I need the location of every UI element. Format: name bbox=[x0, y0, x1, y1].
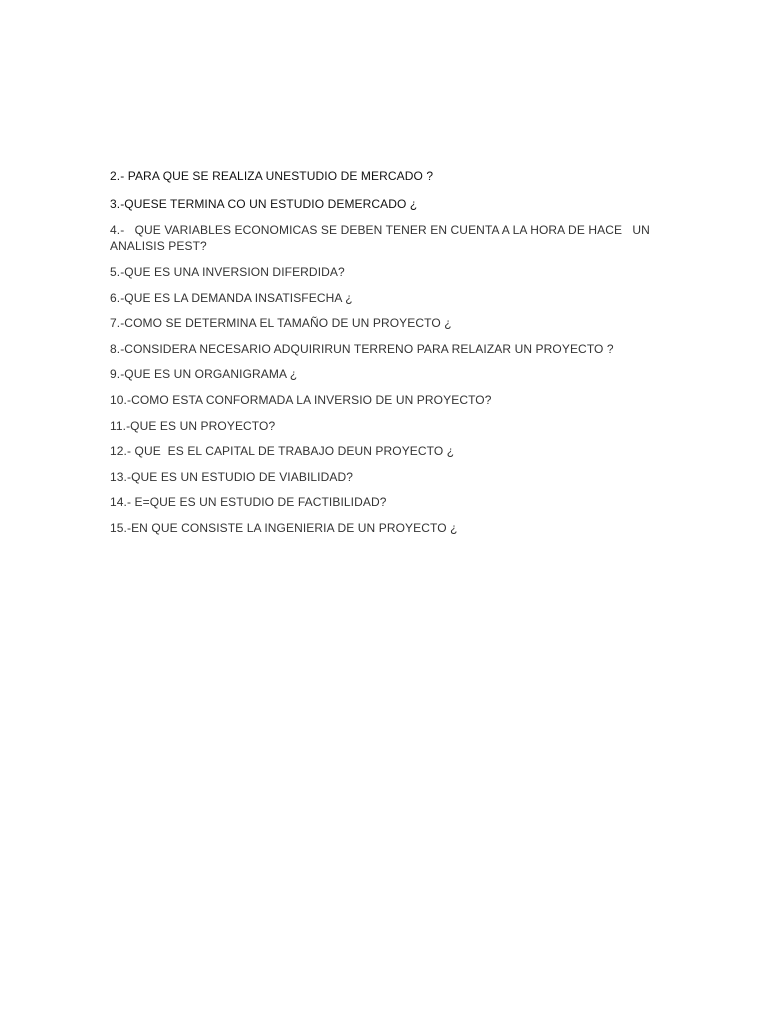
question-item-9: 9.-QUE ES UN ORGANIGRAMA ¿ bbox=[110, 367, 298, 382]
question-list bbox=[110, 168, 653, 546]
question-item-7: 7.-COMO SE DETERMINA EL TAMAÑO DE UN PROYECTO ¿ bbox=[110, 316, 452, 331]
question-item-12: 12.- QUE ES EL CAPITAL DE TRABAJO DEUN PROYECTO ¿ bbox=[110, 444, 455, 459]
question-item-15: 15.-EN QUE CONSISTE LA INGENIERIA DE UN PROYECTO ¿ bbox=[110, 520, 458, 535]
question-item-6: 6.-QUE ES LA DEMANDA INSATISFECHA ¿ bbox=[110, 290, 353, 305]
question-item-14: 14.- E=QUE ES UN ESTUDIO DE FACTIBILIDAD? bbox=[110, 495, 387, 510]
question-item-5: 5.-QUE ES UNA INVERSION DIFERDIDA? bbox=[110, 265, 345, 279]
question-item-8: 8.-CONSIDERA NECESARIO ADQUIRIRUN TERRENO PARA RELAIZAR UN PROYECTO ? bbox=[110, 341, 614, 356]
question-item-11: 11.-QUE ES UN PROYECTO? bbox=[110, 418, 276, 433]
question-item-13: 13.-QUE ES UN ESTUDIO DE VIABILIDAD? bbox=[110, 469, 353, 484]
question-item-10: 10.-COMO ESTA CONFORMADA LA INVERSIO DE UN PROYECTO? bbox=[110, 392, 492, 407]
question-item-2: 2.- PARA QUE SE REALIZA UNESTUDIO DE MERCADO ? bbox=[110, 169, 434, 183]
question-item-4: 4.- QUE VARIABLES ECONOMICAS SE DEBEN TENER EN CUENTA A LA HORA DE HACE UN ANALISIS PEST? bbox=[110, 223, 653, 253]
question-item-3: 3.-QUESE TERMINA CO UN ESTUDIO DEMERCADO ¿ bbox=[110, 197, 418, 211]
